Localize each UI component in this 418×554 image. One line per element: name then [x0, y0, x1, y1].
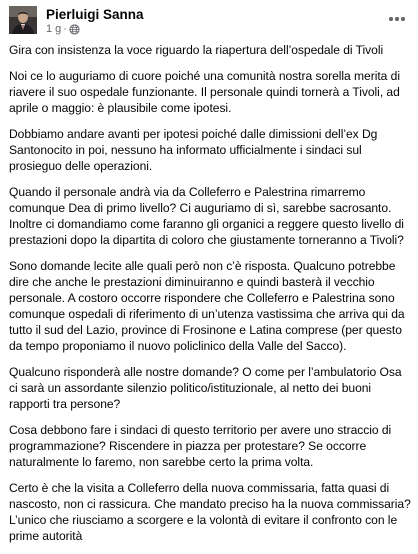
post-paragraph: Dobbiamo andare avanti per ipotesi poiché dalle dimissioni dell’ex Dg Santonocito in poi, nessuno ha informato ufficialmente i sindaci sul prosieguo delle operazioni. — [9, 127, 378, 173]
post-text — [9, 42, 411, 554]
avatar-portrait-icon — [9, 6, 37, 34]
post-paragraph: Sono domande lecite alle quali però non c’è risposta. Qualcuno potrebbe dire che anche le prestazioni diminuiranno e quindi basterà il vecchio personale. A costoro occorre rispondere che Colleferro e Palestrina sono comunque ospedali di riferimento di un’utenza vastissima che arriva qui da tutto il sud del Lazio, province di Frosinone e Latina comprese (per questo da tempo proponiamo il nuovo policlinico della Valle del Sacco). — [9, 259, 405, 353]
meta-separator: · — [63, 23, 67, 35]
post-paragraph: Gira con insistenza la voce riguardo la riapertura dell’ospedale di Tivoli — [9, 43, 384, 57]
globe-icon — [69, 24, 80, 35]
post-header — [9, 6, 408, 36]
post-paragraph: Certo è che la visita a Colleferro della nuova commissaria, fatta quasi di nascosto, non ci rassicura. Che mandato preciso ha la nuova commissaria? L’unico che riusciamo a scorgere e la volontà di evitare il confronto con le prime autorità — [9, 481, 411, 543]
post-meta — [46, 23, 80, 36]
post-timestamp[interactable]: 1 g — [46, 23, 62, 35]
post-paragraph: Quando il personale andrà via da Colleferro e Palestrina rimarremo comunque Dea di primo livello? Ci auguriamo di sì, sarebbe sacrosanto. Inoltre ci domandiamo come faranno gli organici a reggere questo livello di prestazioni dopo la dipartita di coloro che giustamente torneranno a Tivoli? — [9, 185, 404, 247]
post-paragraph: Noi ce lo auguriamo di cuore poiché una comunità nostra sorella merita di riavere il suo ospedale funzionante. Il personale quindi tornerà a Tivoli, ad aprile o maggio: è plausibile come ipotesi. — [9, 69, 400, 115]
more-options-icon[interactable] — [386, 10, 408, 28]
author-avatar[interactable] — [9, 6, 37, 34]
post-paragraph: Cosa debbono fare i sindaci di questo territorio per avere uno straccio di programmazione? Riscendere in piazza per protestare? Se occorre naturalmente lo faremo, non sarebbe certo la prima volta. — [9, 423, 392, 469]
author-name[interactable]: Pierluigi Sanna — [46, 7, 144, 22]
post-paragraph: Qualcuno risponderà alle nostre domande? O come per l’ambulatorio Osa ci sarà un assordante silenzio politico/istituzionale, al netto dei buoni rapporti tra persone? — [9, 365, 402, 411]
